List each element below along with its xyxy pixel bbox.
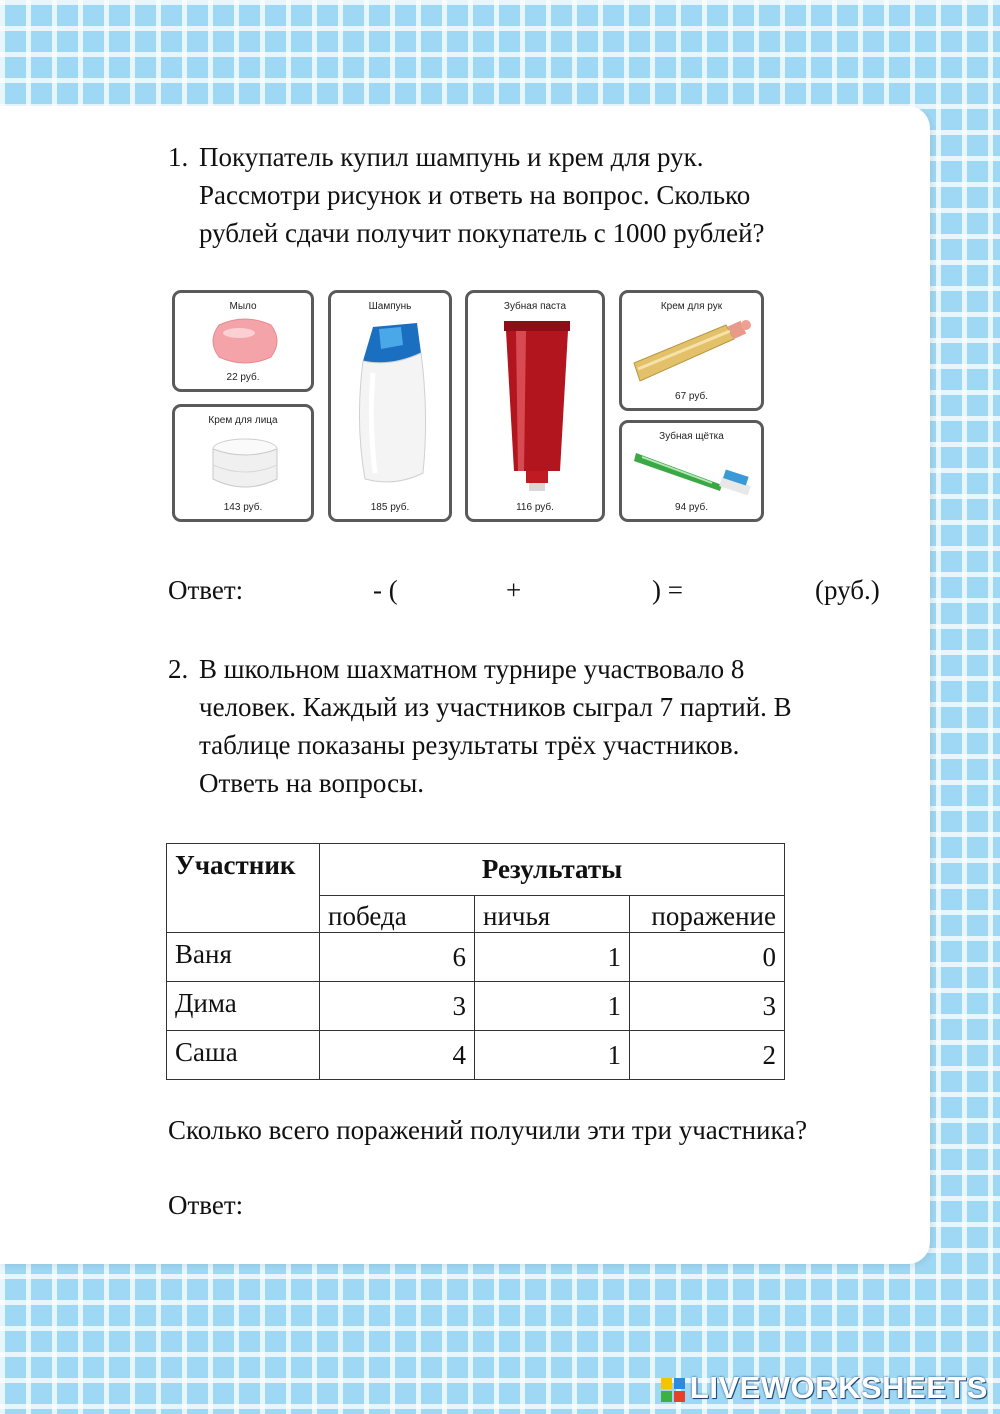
answer-close-equals: ) =: [652, 575, 683, 605]
losses-cell: 0: [630, 933, 785, 982]
cream-jar-icon: [207, 435, 283, 495]
header-results: Результаты: [320, 844, 785, 896]
product-name: Зубная щётка: [659, 431, 724, 442]
answer-label: Ответ:: [168, 1190, 244, 1220]
subheader-win: победа: [320, 896, 475, 933]
losses-cell: 3: [630, 982, 785, 1031]
question-2: [168, 650, 878, 802]
question-line: Покупатель купил шампунь и крем для рук.: [199, 142, 704, 172]
toothbrush-icon: [632, 449, 756, 501]
product-card-hand-cream: [619, 290, 764, 411]
table-row: [167, 933, 785, 982]
question-number: 2.: [168, 654, 189, 684]
question-number: 1.: [168, 142, 189, 172]
answer-minus-open: - (: [373, 575, 398, 605]
product-name: Крем для лица: [208, 415, 278, 426]
product-card-soap: [172, 290, 314, 392]
draws-cell: 1: [475, 933, 630, 982]
product-card-face-cream: [172, 404, 314, 522]
product-name: Мыло: [229, 301, 257, 312]
participant-name: Дима: [167, 982, 320, 1031]
product-price: 67 руб.: [675, 391, 708, 402]
table-row: [167, 1031, 785, 1080]
results-table: [166, 843, 785, 1080]
product-price: 185 руб.: [370, 502, 410, 513]
answer-unit: (руб.): [815, 575, 880, 605]
question-line: Рассмотри рисунок и ответь на вопрос. Сколько: [199, 180, 751, 210]
answer-label: Ответ:: [168, 575, 244, 605]
question-line: В школьном шахматном турнире участвовало 8: [199, 654, 745, 684]
losses-cell: 2: [630, 1031, 785, 1080]
question-3: Сколько всего поражений получили эти три участника?: [168, 1115, 808, 1145]
header-participant: Участник: [167, 844, 320, 933]
question-line: рублей сдачи получит покупатель с 1000 рублей?: [199, 218, 765, 248]
product-card-toothbrush: [619, 420, 764, 522]
wins-cell: 4: [320, 1031, 475, 1080]
soap-icon: [205, 315, 285, 367]
product-card-shampoo: [328, 290, 452, 522]
table-row: [167, 982, 785, 1031]
participant-name: Саша: [167, 1031, 320, 1080]
product-card-toothpaste: [465, 290, 605, 522]
product-name: Зубная паста: [503, 301, 567, 312]
question-1: [168, 138, 868, 252]
question-line: человек. Каждый из участников сыграл 7 партий. В: [199, 692, 792, 722]
shampoo-bottle-icon: [351, 323, 431, 489]
liveworksheets-logo-icon: [660, 1377, 686, 1403]
liveworksheets-logo: [660, 1370, 988, 1406]
question-line: таблице показаны результаты трёх участников.: [199, 730, 740, 760]
answer-plus: +: [506, 575, 522, 605]
product-price: 143 руб.: [223, 502, 263, 513]
product-price: 94 руб.: [675, 502, 708, 513]
product-price: 116 руб.: [516, 502, 554, 513]
hand-cream-tube-icon: [630, 319, 754, 385]
question-line: Ответь на вопросы.: [199, 768, 424, 798]
draws-cell: 1: [475, 982, 630, 1031]
wins-cell: 3: [320, 982, 475, 1031]
product-name: Шампунь: [368, 301, 412, 312]
subheader-draw: ничья: [475, 896, 630, 933]
product-price: 22 руб.: [226, 372, 260, 383]
subheader-loss: поражение: [630, 896, 785, 933]
product-name: Крем для рук: [660, 301, 723, 312]
brand-text: LIVEWORKSHEETS: [689, 1370, 988, 1405]
wins-cell: 6: [320, 933, 475, 982]
draws-cell: 1: [475, 1031, 630, 1080]
toothpaste-tube-icon: [502, 321, 572, 491]
participant-name: Ваня: [167, 933, 320, 982]
